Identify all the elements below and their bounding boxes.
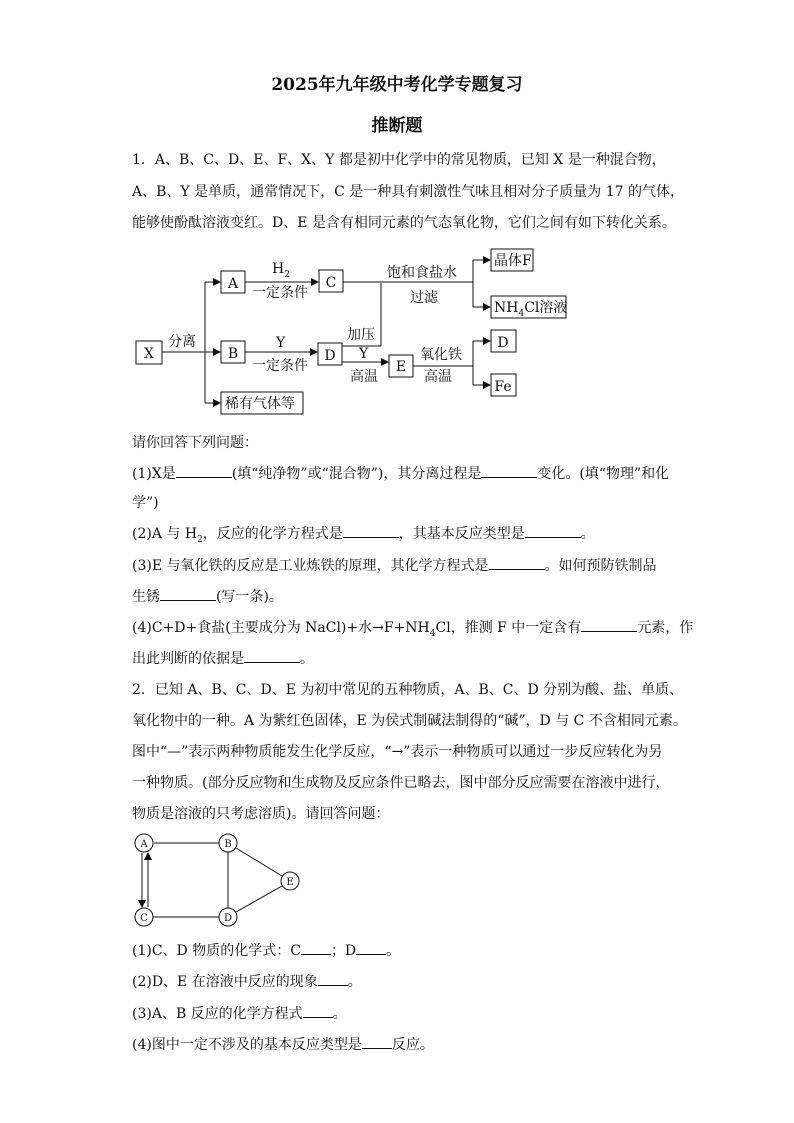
q2-sub-3-text-a: (3)A、B 反应的化学方程式 bbox=[132, 1006, 303, 1022]
h2-main: H bbox=[272, 261, 285, 277]
label-brine: 饱和食盐水 bbox=[387, 265, 457, 281]
q1-sub-3-text-d: (写一条)。 bbox=[216, 589, 283, 605]
q2-sub-4 bbox=[132, 1034, 434, 1055]
q1-sub-3-text-b: 。如何预防铁制品 bbox=[544, 558, 657, 574]
answer-blank[interactable] bbox=[356, 940, 386, 955]
q1-stem-line-3: 能够使酚酞溶液变红。D、E 是含有相同元素的气态氧化物，它们之间有如下转化关系。 bbox=[132, 215, 676, 231]
h2-subscript: 2 bbox=[284, 270, 290, 280]
q1-sub-2 bbox=[132, 523, 595, 550]
diagram-node-e: E bbox=[395, 359, 407, 375]
label-filter: 过滤 bbox=[410, 290, 438, 306]
q2-sub-2-text-a: (2)D、E 在溶液中反应的现象 bbox=[132, 974, 318, 990]
q1-sub-4-subscript: 4 bbox=[429, 628, 436, 639]
answer-blank[interactable] bbox=[318, 971, 348, 986]
answer-blank[interactable] bbox=[301, 940, 331, 955]
answer-blank[interactable] bbox=[525, 523, 581, 538]
q1-sub-2-text-a: (2)A 与 H bbox=[132, 526, 198, 542]
q1-sub-4-cont bbox=[132, 648, 314, 669]
diagram-node-x: X bbox=[144, 346, 154, 362]
label-condition-2: 一定条件 bbox=[252, 358, 308, 374]
answer-blank[interactable] bbox=[244, 648, 300, 663]
q2-node-e: E bbox=[286, 877, 294, 888]
label-high-temp-2: 高温 bbox=[424, 369, 452, 385]
q1-sub-2-text-c: ，其基本反应类型是 bbox=[398, 526, 525, 542]
q1-sub-4 bbox=[132, 617, 693, 644]
nh4cl-main: NH bbox=[494, 300, 519, 316]
q2-relation-diagram bbox=[135, 834, 299, 926]
diagram-node-d: D bbox=[324, 348, 336, 364]
q1-sub-1-text-c: 变化。(填“物理”和化 bbox=[537, 466, 670, 482]
label-y-1: Y bbox=[276, 335, 286, 351]
label-high-temp-1: 高温 bbox=[350, 369, 378, 385]
q2-sub-2-text-b: 。 bbox=[347, 974, 362, 990]
label-pressure: 加压 bbox=[347, 327, 375, 343]
q1-sub-1-cont: 学”) bbox=[132, 495, 159, 511]
q2-node-d: D bbox=[223, 913, 233, 924]
q2-sub-1-text-a: (1)C、D 物质的化学式：C bbox=[132, 943, 301, 959]
q2-node-c: C bbox=[140, 913, 148, 924]
q1-sub-2-subscript: 2 bbox=[197, 534, 203, 545]
label-y-2: Y bbox=[359, 346, 369, 362]
answer-blank[interactable] bbox=[581, 617, 637, 632]
q2-sub-1 bbox=[132, 940, 400, 961]
answer-blank[interactable] bbox=[303, 1003, 333, 1018]
label-h2 bbox=[272, 261, 290, 280]
q1-sub-4-text-a: (4)C+D+食盐(主要成分为 NaCl)+水→F+NH bbox=[132, 620, 430, 636]
q1-sub-3 bbox=[132, 555, 657, 576]
q2-sub-3-text-b: 。 bbox=[332, 1006, 347, 1022]
q2-stem-line-4: 一种物质。(部分反应物和生成物及反应条件已略去，图中部分反应需要在溶液中进行， bbox=[132, 775, 670, 791]
answer-blank[interactable] bbox=[362, 1034, 392, 1049]
diagram-node-nh4cl bbox=[494, 299, 567, 319]
q2-sub-4-text-a: (4)图中一定不涉及的基本反应类型是 bbox=[132, 1037, 362, 1053]
q1-stem-line-2: A、B、Y 是单质，通常情况下，C 是一种具有刺激性气味且相对分子质量为 17 的气体， bbox=[132, 184, 684, 200]
q1-prompt: 请你回答下列问题： bbox=[132, 435, 258, 451]
nh4cl-subscript: 4 bbox=[518, 309, 525, 319]
q1-sub-2-text-b: ，反应的化学方程式是 bbox=[202, 526, 343, 542]
q1-sub-4-text-d: 出此判断的依据是 bbox=[132, 651, 244, 667]
answer-blank[interactable] bbox=[343, 523, 399, 538]
diagram-node-b: B bbox=[227, 346, 239, 362]
answer-blank[interactable] bbox=[160, 586, 216, 601]
answer-blank[interactable] bbox=[481, 463, 537, 478]
label-iron-oxide: 氧化铁 bbox=[420, 347, 462, 363]
answer-blank[interactable] bbox=[176, 463, 232, 478]
q2-sub-3 bbox=[132, 1003, 347, 1024]
diagram-node-rare-gas: 稀有气体等 bbox=[225, 396, 295, 412]
q1-sub-3-text-a: (3)E 与氧化铁的反应是工业炼铁的原理，其化学方程式是 bbox=[132, 558, 489, 574]
nh4cl-tail: Cl溶液 bbox=[524, 300, 568, 316]
q1-sub-4-text-e: 。 bbox=[300, 651, 314, 667]
q2-sub-1-text-c: 。 bbox=[386, 943, 401, 959]
q1-sub-4-text-b: Cl，推测 F 中一定含有 bbox=[435, 620, 582, 636]
q2-stem-line-1: 2．已知 A、B、C、D、E 为初中常见的五种物质，A、B、C、D 分别为酸、盐、单质、 bbox=[132, 682, 684, 698]
q1-sub-3-cont bbox=[132, 586, 283, 607]
label-separate: 分离 bbox=[168, 334, 196, 350]
q2-sub-4-text-b: 反应。 bbox=[391, 1037, 434, 1053]
diagram-node-a: A bbox=[227, 276, 239, 292]
page-title: 2025年九年级中考化学专题复习 bbox=[271, 75, 523, 95]
q2-stem-line-3: 图中“—”表示两种物质能发生化学反应，“→”表示一种物质可以通过一步反应转化为另 bbox=[132, 744, 663, 760]
q1-sub-2-text-d: 。 bbox=[580, 526, 595, 542]
answer-blank[interactable] bbox=[489, 555, 545, 570]
q1-sub-4-text-c: 元素，作 bbox=[637, 620, 694, 636]
diagram-node-d-product: D bbox=[497, 335, 509, 351]
q1-sub-1 bbox=[132, 463, 669, 484]
diagram-node-fe: Fe bbox=[494, 379, 512, 395]
q1-sub-1-text-a: (1)X是 bbox=[132, 466, 176, 482]
q2-sub-1-text-b: ；D bbox=[330, 943, 357, 959]
diagram-node-c: C bbox=[325, 275, 337, 291]
page-subtitle: 推断题 bbox=[371, 116, 423, 136]
label-condition-1: 一定条件 bbox=[252, 285, 308, 301]
q1-sub-3-text-c: 生锈 bbox=[132, 589, 160, 605]
q1-sub-1-text-b: (填“纯净物”或“混合物”)，其分离过程是 bbox=[231, 466, 482, 482]
q2-stem-line-5: 物质是溶液的只考虑溶质)。请回答问题： bbox=[132, 806, 390, 822]
q2-stem-line-2: 氧化物中的一种。A 为紫红色固体，E 为侯式制碱法制得的“碱”，D 与 C 不含相同元素。 bbox=[132, 713, 687, 729]
q2-node-a: A bbox=[140, 839, 148, 850]
q2-sub-2 bbox=[132, 971, 362, 992]
diagram-node-crystal-f: 晶体F bbox=[494, 253, 532, 269]
q2-node-b: B bbox=[224, 839, 232, 850]
q1-stem-line-1: 1．A、B、C、D、E、F、X、Y 都是初中化学中的常见物质，已知 X 是一种混合物， bbox=[132, 152, 666, 168]
